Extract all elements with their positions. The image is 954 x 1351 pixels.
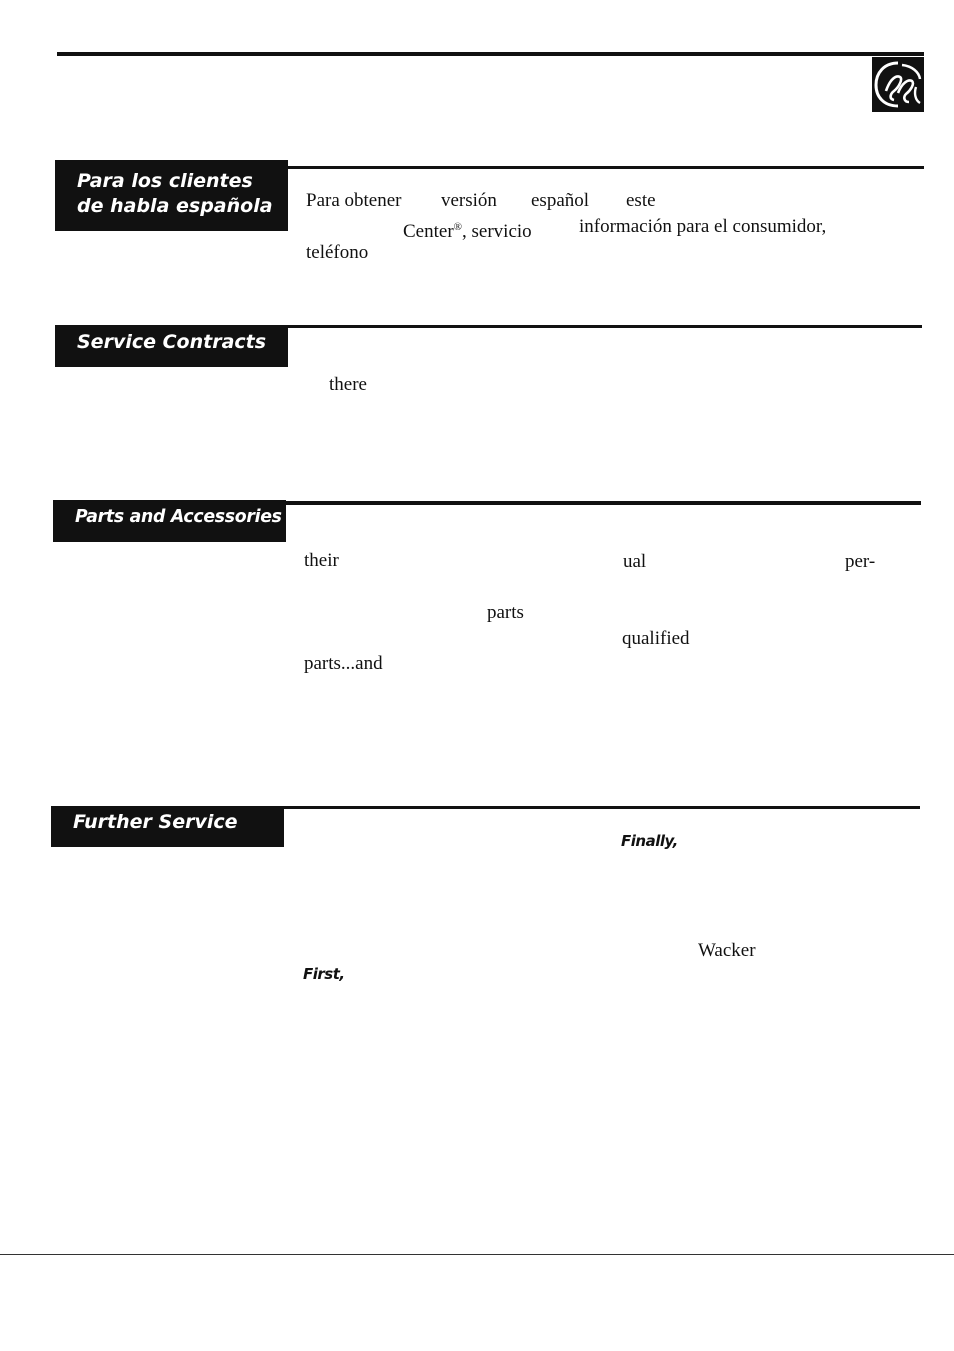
- contracts-section-tab: Service Contracts: [55, 325, 288, 367]
- contracts-section-rule: [287, 325, 922, 328]
- spanish-text-fragment: información para el consumidor,: [579, 216, 827, 237]
- further-text-fragment: First,: [303, 965, 345, 983]
- center-word: Center: [403, 221, 454, 242]
- further-section-rule: [283, 806, 920, 809]
- parts-text-fragment: parts...and: [304, 653, 383, 674]
- bottom-rule: [0, 1254, 954, 1255]
- spanish-text-fragment: este: [626, 190, 656, 211]
- parts-text-fragment: their: [304, 550, 339, 571]
- further-section-tab: Further Service: [51, 806, 284, 847]
- parts-section-rule: [285, 501, 921, 505]
- parts-text-fragment: qualified: [622, 628, 690, 649]
- parts-section-tab: Parts and Accessories: [53, 500, 286, 542]
- parts-text-fragment: per-: [845, 551, 876, 572]
- spanish-text-fragment: teléfono: [306, 242, 369, 263]
- registered-mark: ®: [453, 221, 463, 233]
- parts-text-fragment: ual: [623, 551, 647, 572]
- spanish-section-rule: [288, 166, 924, 169]
- spanish-tab-line1: Para los clientes: [77, 170, 253, 192]
- center-tail: , servicio: [462, 221, 532, 242]
- spanish-text-fragment: Para obtener: [306, 190, 402, 211]
- spanish-section-tab: [55, 160, 288, 231]
- spanish-text-fragment: [403, 216, 532, 243]
- ge-logo-icon: [872, 57, 924, 112]
- spanish-text-fragment: español: [531, 190, 590, 211]
- top-rule: [57, 52, 924, 56]
- contracts-text-fragment: there: [329, 374, 367, 395]
- further-text-fragment: Wacker: [698, 940, 756, 961]
- spanish-text-fragment: versión: [441, 190, 497, 211]
- spanish-tab-line2: de habla española: [77, 195, 273, 217]
- further-text-fragment: Finally,: [621, 832, 678, 850]
- parts-text-fragment: parts: [487, 602, 524, 623]
